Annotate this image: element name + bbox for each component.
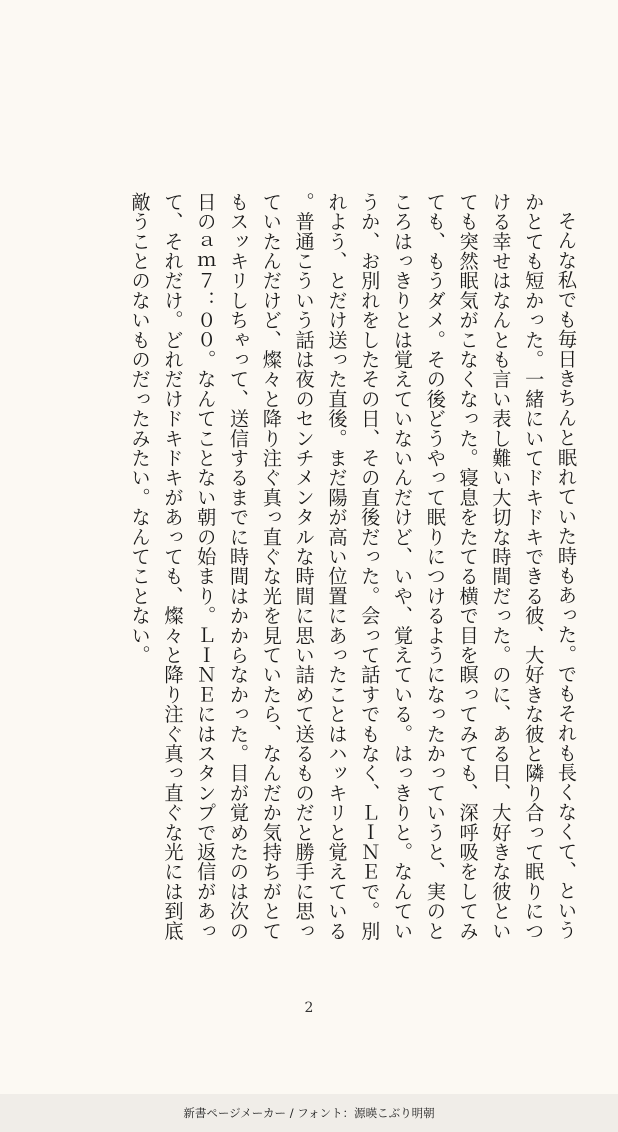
body-text: そんな私でも毎日きちんと眠れていた時もあった。でもそれも長くなくて、というかとても短かった。一緒にいてドキドキできる彼、大好きな彼と隣り合って眠りにつける幸せはなんとも言い表し難い大切な時間だった。のに、ある日、大好きな彼といても突然眠気がこなくなった。寝息をたてる横で目を瞑ってみても、深呼吸をしてみても、もうダメ。その後どうやって眠りにつけるようになったかっていうと、実のところはっきりとは覚えていないんだけど、いや、覚えている。はっきりと。なんていうか、お別れをしたその日、その直後だった。会って話すでもなく、ＬＩＮＥで。別れよう、とだけ送った直後。まだ陽が高い位置にあったことはハッキリと覚えている。普通こういう話は夜のセンチメンタルな時間に思い詰めて送るものだと勝手に思っていたんだけど、燦々と降り注ぐ真っ直ぐな光を見ていたら、なんだか気持ちがとてもスッキリしちゃって、送信するまでに時間はかからなかった。目が覚めたのは次の日のａｍ７：００。なんてことない朝の始まり。ＬＩＮＥにはスタンプで返信があって、それだけ。どれだけドキドキがあっても、燦々と降り注ぐ真っ直ぐな光には到底敵うことのないものだったみたい。なんてことない。 bbox=[128, 192, 578, 941]
footer-credit: 新書ページメーカー / フォント：源暎こぶり明朝 bbox=[0, 1094, 618, 1132]
page-number: 2 bbox=[304, 1000, 314, 1016]
